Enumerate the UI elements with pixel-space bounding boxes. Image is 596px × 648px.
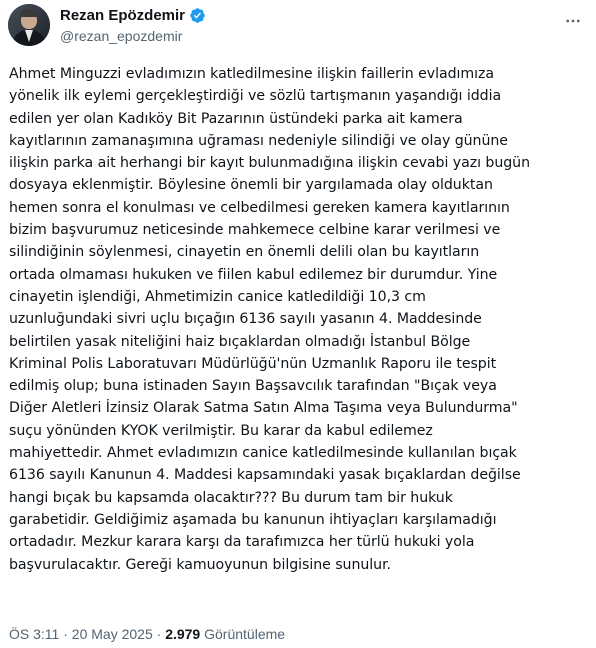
more-horizontal-icon[interactable] <box>562 10 584 32</box>
tweet-line: edilmiş olup; buna istinaden Sayın Başsavcılık tarafından "Bıçak veya <box>9 378 497 395</box>
tweet-line: ortada olmaması hukuken ve fiilen kabul edilemez bir durumdur. Yine <box>9 266 498 283</box>
tweet-line: hemen sonra el konulması ve celbedilmesi gereken kamera kayıtlarının <box>9 199 510 216</box>
avatar-hair <box>20 9 38 17</box>
author-handle[interactable]: @rezan_epozdemir <box>60 28 183 44</box>
author-display-name[interactable]: Rezan Epözdemir <box>60 7 186 24</box>
tweet-line: Kriminal Polis Laboratuvarı Müdürlüğü'nün Uzmanlık Raporu ile tespit <box>9 355 497 372</box>
tweet-line: garabetidir. Geldiğimiz aşamada bu kanunun ihtiyaçları karşılamadığı <box>9 511 497 528</box>
views-label: Görüntüleme <box>200 626 286 642</box>
views-count: 2.979 <box>165 626 201 642</box>
tweet-time[interactable]: ÖS 3:11 <box>9 626 60 642</box>
tweet-line: başvurulacaktır. Gereği kamuoyunun bilgisine sunulur. <box>9 556 391 573</box>
more-dots-glyph <box>564 12 582 30</box>
tweet-line: belirtilen yasak niteliğini haiz bıçaklardan olmadığı İstanbul Bölge <box>9 333 471 350</box>
avatar[interactable] <box>8 4 50 46</box>
tweet-line: hangi bıçak bu kapsamda olacaktır??? Bu durum tam bir hukuk <box>9 489 453 506</box>
tweet-line: 6136 sayılı Kanunun 4. Maddesi kapsamındaki yasak bıçaklardan değilse <box>9 467 521 484</box>
meta-separator: · <box>59 626 72 642</box>
tweet-header <box>8 4 588 48</box>
tweet-text <box>9 63 591 576</box>
tweet-line: silindiğinin söylenmesi, cinayetin en önemli delili olan bu kayıtların <box>9 244 480 261</box>
tweet-line: ilişkin parka ait herhangi bir kayıt bulunmadığına ilişkin cevabi yazı bugün <box>9 155 531 172</box>
tweet-line: uzunluğundaki sivri uçlu bıçağın 6136 sayılı yasanın 4. Maddesinde <box>9 311 482 328</box>
tweet-line: kayıtlarının zamanaşımına uğraması nedeniyle silindiği ve olay gününe <box>9 132 508 149</box>
tweet-line: Diğer Aletleri İzinsiz Olarak Satma Satın Alma Taşıma veya Bulundurma" <box>9 400 518 417</box>
tweet-line: bizim başvurumuz neticesinde mahkemece celbine karar verilmesi ve <box>9 222 501 239</box>
tweet-meta <box>9 626 285 642</box>
tweet-date[interactable]: 20 May 2025 <box>71 626 153 642</box>
meta-separator: · <box>152 626 166 642</box>
tweet-line: suçu yönünden KYOK verilmiştir. Bu karar da kabul edilemez <box>9 422 433 439</box>
author-name-row[interactable] <box>60 7 206 24</box>
verified-badge-icon <box>189 7 206 24</box>
tweet-line: ortadadır. Mezkur karara karşı da tarafımızca her türlü hukuki yola <box>9 534 475 551</box>
tweet-line: yönelik ilk eylemi gerçekleştirdiği ve sözlü tartışmanın yaşandığı iddia <box>9 88 502 105</box>
tweet-line: cinayetin işlendiği, Ahmetimizin canice katledildiği 10,3 cm <box>9 288 426 305</box>
tweet-line: mahiyettedir. Ahmet evladımızın canice katledilmesinde kullanılan bıçak <box>9 445 517 462</box>
tweet-line: Ahmet Minguzzi evladımızın katledilmesine ilişkin faillerin evladımıza <box>9 66 494 82</box>
tweet-line: dosyaya eklenmiştir. Böylesine önemli bir yargılamada olay olduktan <box>9 177 493 194</box>
tweet-line: edilen yer olan Kadıköy Bit Pazarının üstündeki parka ait kamera <box>9 110 463 127</box>
